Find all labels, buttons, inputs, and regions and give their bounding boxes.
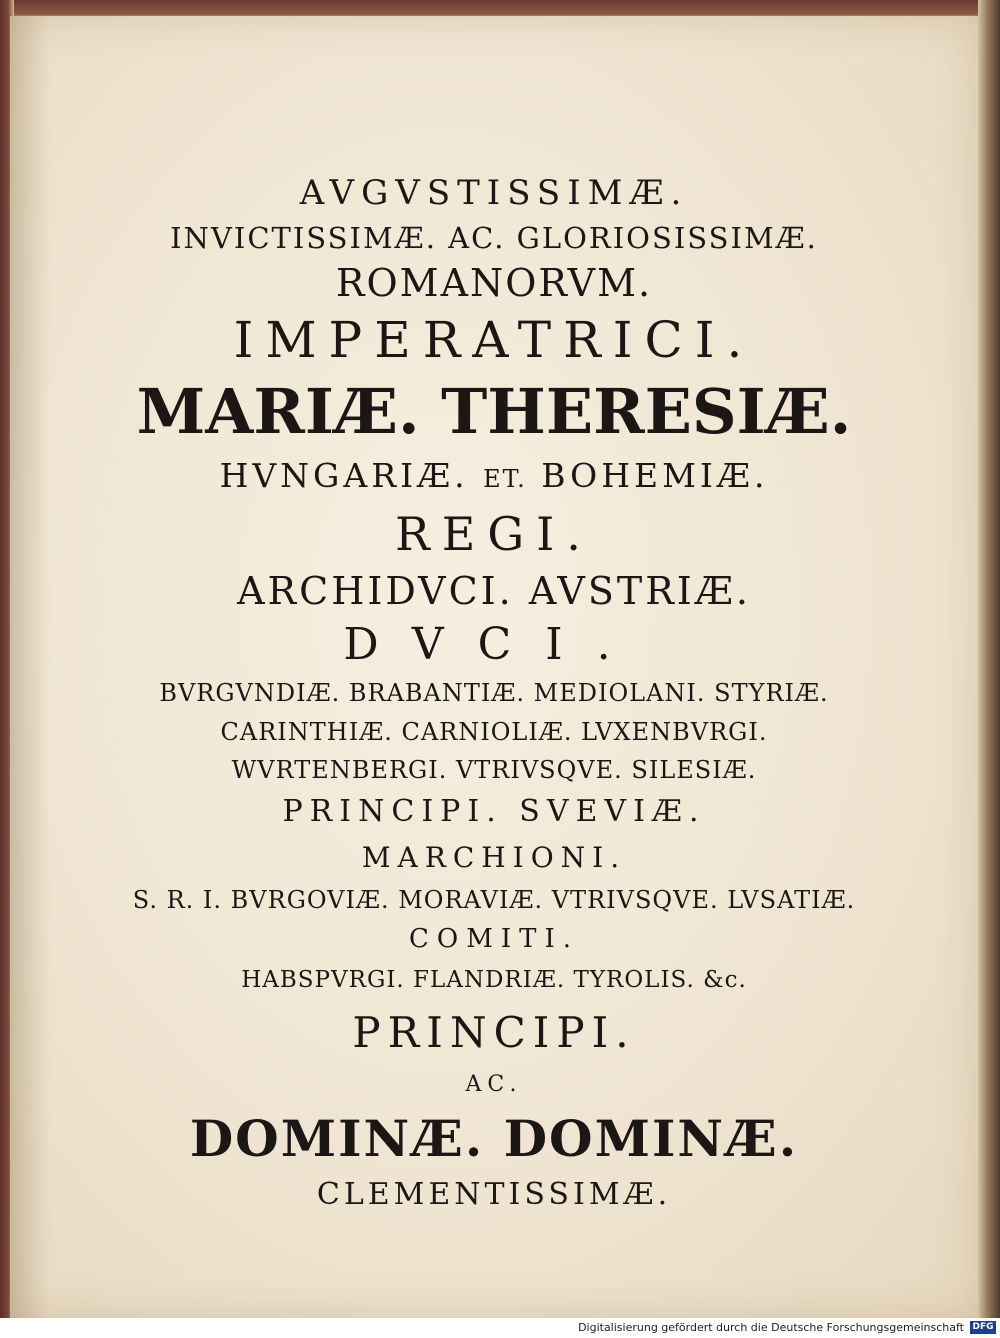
title-line-hungariae-bohemiae <box>10 452 978 503</box>
title-line-carinthiae: CARINTHIÆ. CARNIOLIÆ. LVXENBVRGI. <box>220 718 768 746</box>
title-line-burgundiae: BVRGVNDIÆ. BRABANTIÆ. MEDIOLANI. STYRIÆ. <box>159 679 829 707</box>
title-line-archiduci: ARCHIDVCI. AVSTRIÆ. <box>237 569 751 613</box>
title-line-principi: PRINCIPI. <box>352 1008 636 1057</box>
title-line-invictissimae: INVICTISSIMÆ. AC. GLORIOSISSIMÆ. <box>170 221 818 255</box>
dedication-title-block <box>10 168 978 1217</box>
title-word-hungariae: HVNGARIÆ. <box>219 456 469 495</box>
title-line-dominae: DOMINÆ. DOMINÆ. <box>189 1109 799 1168</box>
title-line-marchioni: MARCHIONI. <box>361 841 627 874</box>
dfg-logo-icon: DFG <box>970 1321 996 1334</box>
title-line-ac: AC. <box>465 1072 523 1097</box>
title-word-et: ET. <box>483 465 527 493</box>
title-line-habspurgi: HABSPVRGI. FLANDRIÆ. TYROLIS. &c. <box>241 967 747 993</box>
title-line-duci: DVCI. <box>343 619 645 670</box>
book-fore-edge <box>978 0 1000 1320</box>
digitization-footer <box>0 1318 1000 1338</box>
title-line-clementissimae: CLEMENTISSIMÆ. <box>316 1177 672 1212</box>
title-line-mariae-theresiae: MARIÆ. THERESIÆ. <box>136 375 852 448</box>
title-line-comiti: COMITI. <box>409 924 579 954</box>
title-line-sri-burgoviae: S. R. I. BVRGOVIÆ. MORAVIÆ. VTRIVSQVE. LVSATIÆ. <box>132 886 856 914</box>
title-line-romanorum: ROMANORVM. <box>335 261 653 305</box>
title-line-augustissimae: AVGVSTISSIMÆ. <box>299 173 689 213</box>
book-page <box>10 16 978 1318</box>
funding-notice: Digitalisierung gefördert durch die Deutsche Forschungsgemeinschaft <box>578 1321 964 1334</box>
title-line-principi-sueviae: PRINCIPI. SVEVIÆ. <box>282 794 706 829</box>
title-line-wurtenbergi: WVRTENBERGI. VTRIVSQVE. SILESIÆ. <box>231 756 757 784</box>
title-word-bohemiae: BOHEMIÆ. <box>541 456 769 495</box>
title-line-regi: REGI. <box>395 507 593 561</box>
title-line-imperatrici: IMPERATRICI. <box>233 311 755 369</box>
